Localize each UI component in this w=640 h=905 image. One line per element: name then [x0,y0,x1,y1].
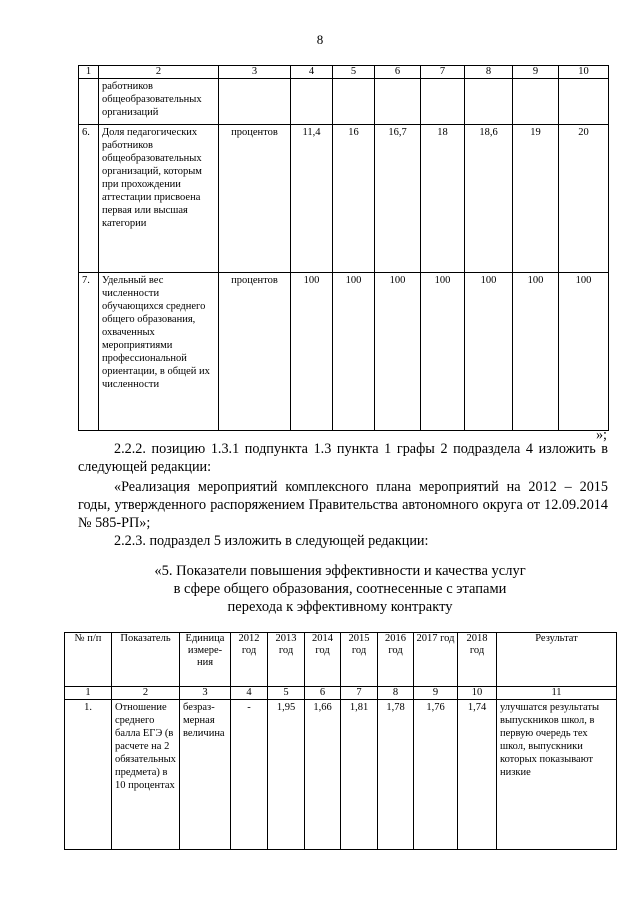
section-title [120,562,560,616]
closing-quote: »; [595,427,607,443]
value-cell: 16,7 [375,125,421,273]
value-cell [465,79,513,125]
value-cell: 1,78 [378,700,414,850]
header-cell: 2 [99,66,219,79]
value-cell: 100 [559,273,609,431]
value-cell: 11,4 [291,125,333,273]
header-cell: 9 [513,66,559,79]
header-cell: 6 [375,66,421,79]
value-cell [333,79,375,125]
paragraph-quote: «Реализация мероприятий комплексного плана мероприятий на 2012 – 2015 годы, утвержденного распоряжением Правительства автономного округа от 12.09.2014 № 585-РП»; [78,479,608,531]
paragraph-2-2-3: 2.2.3. подраздел 5 изложить в следующей редакции: [114,533,429,549]
table-row [79,79,609,125]
header-cell: 2013 год [268,633,305,687]
table-header-row [79,66,609,79]
header-cell: 7 [421,66,465,79]
page-number: 8 [316,32,324,47]
result-cell: улучшатся результаты выпускников школ, в первую очередь тех школ, выпускники которых показывают низкие [497,700,617,850]
value-cell: 18 [421,125,465,273]
row-number: 1. [65,700,112,850]
value-cell: 16 [333,125,375,273]
column-number: 6 [305,687,341,700]
value-cell [291,79,333,125]
column-number: 7 [341,687,378,700]
row-number [79,79,99,125]
indicator-name: Удельный вес численности обучающихся среднего общего образования, охваченных мероприятиями профессиональной ориентации, в общей их численности [99,273,219,431]
value-cell: 100 [333,273,375,431]
section-title-line: в сфере общего образования, соотнесенные с этапами [173,581,507,597]
value-cell: 18,6 [465,125,513,273]
unit: процентов [219,125,291,273]
indicator-name: Доля педагогических работников общеобразовательных организаций, которым при прохождении аттестации присвоена первая или высшая категории [99,125,219,273]
value-cell [375,79,421,125]
table-row [79,273,609,431]
value-cell: 19 [513,125,559,273]
column-number: 1 [65,687,112,700]
table-row [79,125,609,273]
value-cell: 1,95 [268,700,305,850]
value-cell: 1,81 [341,700,378,850]
header-cell: 2014 год [305,633,341,687]
value-cell: 20 [559,125,609,273]
value-cell: - [231,700,268,850]
unit [219,79,291,125]
header-cell: 8 [465,66,513,79]
column-numbers-row [65,687,617,700]
header-cell: 2018 год [458,633,497,687]
header-cell: Единица измерения [180,633,231,687]
unit: безразмерная величина [180,700,231,850]
value-cell: 1,74 [458,700,497,850]
value-cell [559,79,609,125]
value-cell: 1,76 [414,700,458,850]
value-cell: 100 [465,273,513,431]
column-number: 2 [112,687,180,700]
table-header-row [65,633,617,687]
section-title-line: перехода к эффективному контракту [227,599,453,615]
column-number: 10 [458,687,497,700]
value-cell: 100 [513,273,559,431]
header-cell: 2015 год [341,633,378,687]
header-cell: 4 [291,66,333,79]
header-cell: Результат [497,633,617,687]
row-number: 7. [79,273,99,431]
value-cell [421,79,465,125]
value-cell [513,79,559,125]
value-cell: 1,66 [305,700,341,850]
indicator-name: Отношение среднего балла ЕГЭ (в расчете на 2 обязательных предмета) в 10 процентах [112,700,180,850]
indicator-name: работников общеобразовательных организаций [99,79,219,125]
value-cell: 100 [421,273,465,431]
header-cell: 2012 год [231,633,268,687]
header-cell: 5 [333,66,375,79]
column-number: 5 [268,687,305,700]
value-cell: 100 [375,273,421,431]
header-cell: 2016 год [378,633,414,687]
header-cell: 1 [79,66,99,79]
row-number: 6. [79,125,99,273]
column-number: 8 [378,687,414,700]
header-cell: Показатель [112,633,180,687]
paragraph-2-2-2: 2.2.2. позицию 1.3.1 подпункта 1.3 пункта 1 графы 2 подраздела 4 изложить в следующей редакции: [78,441,608,475]
unit: процентов [219,273,291,431]
column-number: 4 [231,687,268,700]
indicators-table-continued [78,65,609,431]
header-cell: № п/п [65,633,112,687]
table-row [65,700,617,850]
header-cell: 10 [559,66,609,79]
header-cell: 2017 год [414,633,458,687]
header-cell: 3 [219,66,291,79]
efficiency-indicators-table [64,632,617,850]
section-title-line: «5. Показатели повышения эффективности и качества услуг [154,563,526,579]
column-number: 9 [414,687,458,700]
value-cell: 100 [291,273,333,431]
column-number: 11 [497,687,617,700]
column-number: 3 [180,687,231,700]
